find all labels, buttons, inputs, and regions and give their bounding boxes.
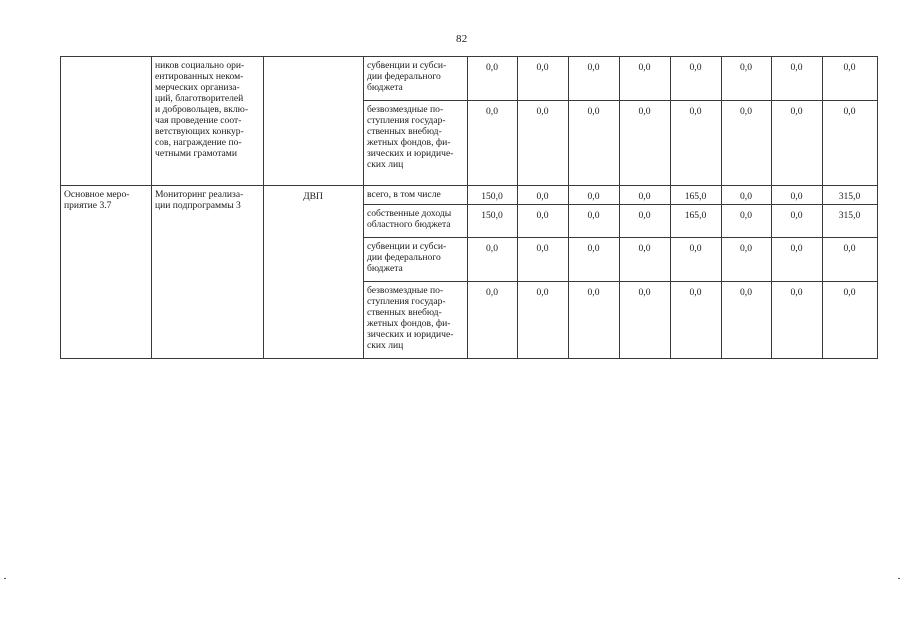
value-cell: 0,0 bbox=[569, 57, 620, 101]
value-cell: 0,0 bbox=[569, 205, 620, 238]
value-cell: 150,0 bbox=[468, 205, 518, 238]
total-cell: 0,0 bbox=[823, 238, 878, 282]
table-row bbox=[61, 186, 878, 205]
page-number: 82 bbox=[456, 33, 468, 45]
source-cell: безвозмездные по- ступления государ- ственных внебюд- жетных фондов, фи- зических и юридиче- ских лиц bbox=[364, 282, 468, 359]
source-cell: безвозмездные по- ступления государ- ственных внебюд- жетных фондов, фи- зических и юридиче- ских лиц bbox=[364, 101, 468, 186]
value-cell: 0,0 bbox=[722, 101, 772, 186]
value-cell: 0,0 bbox=[772, 282, 823, 359]
value-cell: 0,0 bbox=[468, 57, 518, 101]
value-cell: 0,0 bbox=[518, 101, 569, 186]
total-cell: 0,0 bbox=[823, 282, 878, 359]
value-cell: 165,0 bbox=[671, 205, 722, 238]
total-cell: 315,0 bbox=[823, 186, 878, 205]
value-cell: 0,0 bbox=[671, 101, 722, 186]
value-cell: 0,0 bbox=[722, 282, 772, 359]
value-cell: 0,0 bbox=[722, 205, 772, 238]
value-cell: 0,0 bbox=[518, 186, 569, 205]
value-cell: 0,0 bbox=[722, 238, 772, 282]
value-cell: 0,0 bbox=[468, 282, 518, 359]
value-cell: 150,0 bbox=[468, 186, 518, 205]
value-cell: 0,0 bbox=[620, 186, 671, 205]
code-cell: Основное меро- приятие 3.7 bbox=[61, 186, 152, 359]
value-cell: 0,0 bbox=[722, 186, 772, 205]
value-cell: 165,0 bbox=[671, 186, 722, 205]
code-cell bbox=[61, 57, 152, 186]
scan-mark bbox=[898, 578, 900, 579]
value-cell: 0,0 bbox=[569, 101, 620, 186]
source-cell: собственные доходы областного бюджета bbox=[364, 205, 468, 238]
value-cell: 0,0 bbox=[620, 57, 671, 101]
value-cell: 0,0 bbox=[772, 205, 823, 238]
source-cell: субвенции и субси- дии федерального бюджета bbox=[364, 238, 468, 282]
responsible-cell: ДВП bbox=[264, 186, 364, 359]
value-cell: 0,0 bbox=[772, 57, 823, 101]
table-row bbox=[61, 57, 878, 101]
value-cell: 0,0 bbox=[518, 282, 569, 359]
scan-mark bbox=[4, 578, 6, 579]
value-cell: 0,0 bbox=[518, 205, 569, 238]
value-cell: 0,0 bbox=[569, 186, 620, 205]
measure-cell: Мониторинг реализа- ции подпрограммы 3 bbox=[152, 186, 264, 359]
value-cell: 0,0 bbox=[620, 238, 671, 282]
value-cell: 0,0 bbox=[620, 205, 671, 238]
value-cell: 0,0 bbox=[620, 282, 671, 359]
responsible-cell bbox=[264, 57, 364, 186]
total-cell: 315,0 bbox=[823, 205, 878, 238]
source-cell: всего, в том числе bbox=[364, 186, 468, 205]
value-cell: 0,0 bbox=[671, 282, 722, 359]
value-cell: 0,0 bbox=[722, 57, 772, 101]
value-cell: 0,0 bbox=[468, 238, 518, 282]
value-cell: 0,0 bbox=[569, 282, 620, 359]
budget-table bbox=[60, 56, 878, 359]
value-cell: 0,0 bbox=[772, 101, 823, 186]
value-cell: 0,0 bbox=[772, 186, 823, 205]
value-cell: 0,0 bbox=[569, 238, 620, 282]
value-cell: 0,0 bbox=[518, 238, 569, 282]
value-cell: 0,0 bbox=[518, 57, 569, 101]
value-cell: 0,0 bbox=[772, 238, 823, 282]
value-cell: 0,0 bbox=[620, 101, 671, 186]
value-cell: 0,0 bbox=[671, 238, 722, 282]
total-cell: 0,0 bbox=[823, 57, 878, 101]
measure-cell: ников социально ори- ентированных неком- мерческих организа- ций, благотворителей и добровольцев, вклю- чая проведение соот- ветствующих конкур- сов, награждение по- четными грамотами bbox=[152, 57, 264, 186]
value-cell: 0,0 bbox=[468, 101, 518, 186]
total-cell: 0,0 bbox=[823, 101, 878, 186]
value-cell: 0,0 bbox=[671, 57, 722, 101]
source-cell: субвенции и субси- дии федерального бюджета bbox=[364, 57, 468, 101]
